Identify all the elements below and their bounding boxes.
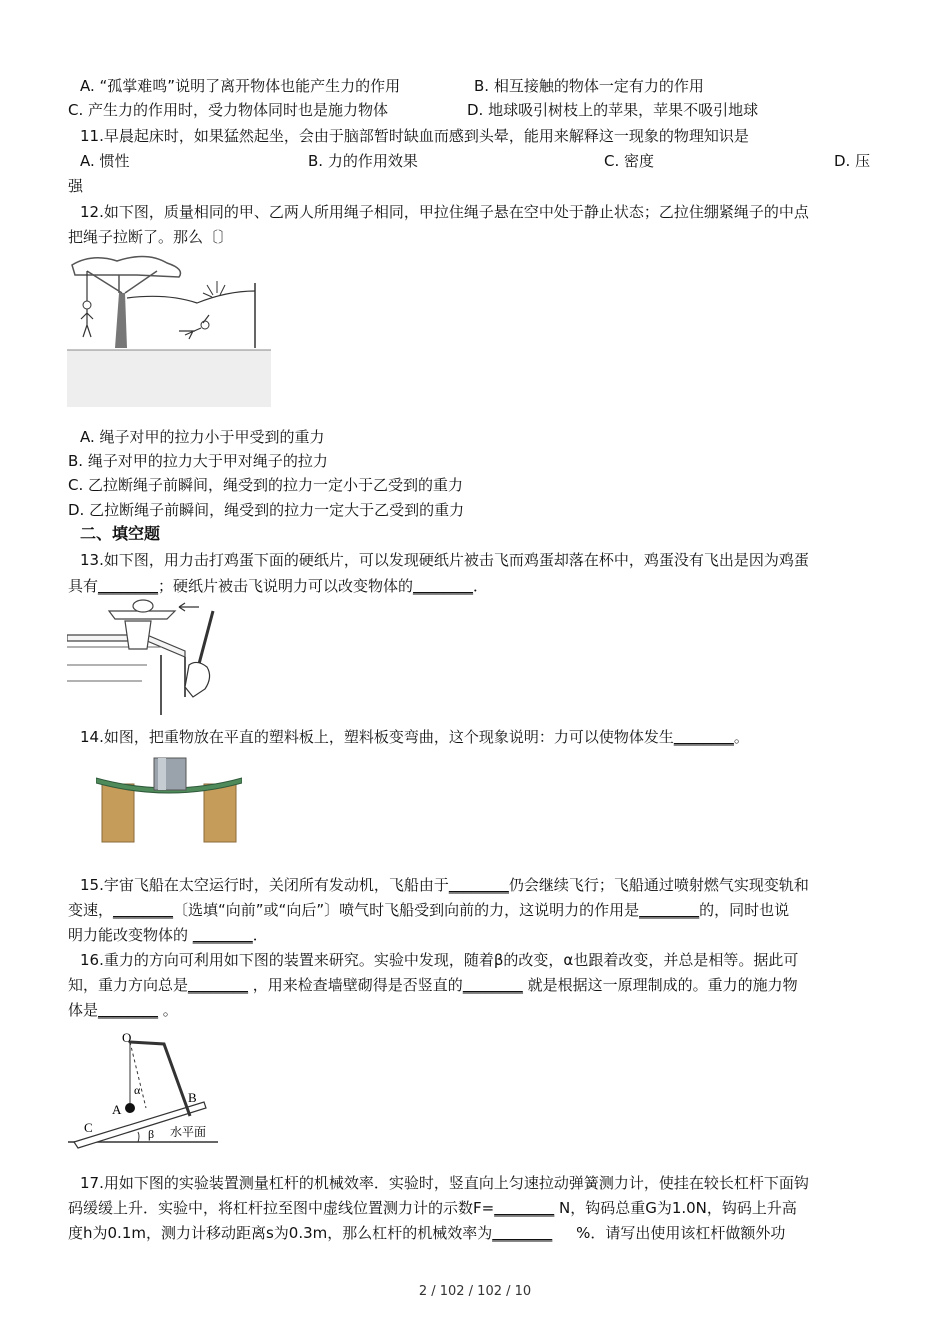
q11-option-d: D. 压 [834,152,871,170]
q16-blank-2[interactable]: ________ [462,976,523,994]
tree-trunk-icon [115,293,127,348]
q14-blank[interactable]: ________ [673,728,734,746]
hand-icon [185,662,210,697]
label-b: B [188,1090,197,1105]
q12-option-c: C. 乙拉断绳子前瞬间，绳受到的拉力一定小于乙受到的重力 [68,476,464,494]
tree-canopy-icon [72,256,181,277]
q11-stem: 11.早晨起床时，如果猛然起坐，会由于脑部暂时缺血而感到头晕，能用来解释这一现象的物理知识是 [80,127,749,145]
q16-blank-1[interactable]: ________ [188,976,249,994]
person-jia-icon [83,301,91,309]
q17-line2: 码缓缓上升．实验中，将杠杆拉至图中虚线位置测力计的示数F=________ N，钩码总重G为1.0N，钩码上升高 [68,1199,797,1217]
cup-icon [125,621,151,649]
q11-option-c: C. 密度 [604,152,655,170]
q12-figure-ground [67,350,271,407]
q16-line3: 体是________ 。 [68,1001,178,1019]
q12-option-d: D. 乙拉断绳子前瞬间，绳受到的拉力一定大于乙受到的重力 [68,501,465,519]
q13-blank-1[interactable]: ________ [98,577,159,595]
q14-line: 14.如图，把重物放在平直的塑料板上，塑料板变弯曲，这个现象说明：力可以使物体发生________。 [80,728,749,746]
q12-option-b: B. 绳子对甲的拉力大于甲对绳子的拉力 [68,452,328,470]
q10-option-a: A. “孤掌难鸣”说明了离开物体也能产生力的作用 [80,77,401,95]
q13-blank-2[interactable]: ________ [413,577,474,595]
person-yi-icon [201,321,209,329]
label-beta: β [148,1127,155,1141]
q11-option-d-cont: 强 [68,177,84,195]
q15-blank-1[interactable]: ________ [448,876,509,894]
q10-option-c: C. 产生力的作用时，受力物体同时也是施力物体 [68,101,389,119]
q13-figure-egg-card [67,597,227,717]
q16-line2: 知，重力方向总是________ ，用来检查墙壁砌得是否竖直的________ 就是根据这一原理制成的。重力的施力物 [68,976,798,994]
page-footer-number: 2 / 102 / 102 / 10 [418,1284,532,1299]
q15-blank-4[interactable]: ________ [192,926,253,944]
egg-icon [133,600,153,612]
q15-line3: 明力能改变物体的 ________． [68,926,268,944]
q15-blank-2[interactable]: ________ [113,901,174,919]
q12-stem-line1: 12.如下图，质量相同的甲、乙两人所用绳子相同，甲拉住绳子悬在空中处于静止状态；乙拉住绷紧绳子的中点 [80,203,809,221]
q15-blank-3[interactable]: ________ [639,901,700,919]
q10-option-b: B. 相互接触的物体一定有力的作用 [474,77,704,95]
q16-figure-gravity-direction [68,1028,218,1150]
label-a: A [112,1102,122,1117]
arrow-left-icon [179,603,199,611]
q12-stem-line2: 把绳子拉断了。那么〔〕 [68,228,234,246]
label-o: O [122,1030,132,1045]
q13-line1: 13.如下图，用力击打鸡蛋下面的硬纸片，可以发现硬纸片被击飞而鸡蛋却落在杯中，鸡蛋没有飞出是因为鸡蛋 [80,551,809,569]
q12-option-a: A. 绳子对甲的拉力小于甲受到的重力 [80,428,325,446]
q16-blank-3[interactable]: ________ [98,1001,159,1019]
q16-line1: 16.重力的方向可利用如下图的装置来研究。实验中发现，随着β的改变，α也跟着改变，并总是相等。据此可 [80,951,799,969]
label-ground: 水平面 [170,1125,207,1139]
q14-figure-plastic-board [96,752,242,844]
q12-figure-rope-tree [67,253,271,407]
q17-line1: 17.用如下图的实验装置测量杠杆的机械效率．实验时，竖直向上匀速拉动弹簧测力计，使挂在较长杠杆下面钩 [80,1174,809,1192]
label-c: C [84,1120,93,1135]
q12-stretched-rope [127,291,255,303]
right-block [204,784,236,842]
q17-blank-2[interactable]: ________ [492,1224,553,1242]
q10-option-d: D. 地球吸引树枝上的苹果，苹果不吸引地球 [467,101,759,119]
table-top [67,635,185,657]
q15-line1: 15.宇宙飞船在太空运行时，关闭所有发动机，飞船由于________仍会继续飞行；飞船通过喷射燃气实现变轨和 [80,876,809,894]
left-block [102,784,134,842]
q17-line3: 度h为0.1m，测力计移动距离s为0.3m，那么杠杆的机械效率为________ %．请写出使用该杠杆做额外功 [68,1224,786,1242]
q11-option-b: B. 力的作用效果 [308,152,418,170]
q13-line2: 具有________；硬纸片被击飞说明力可以改变物体的________． [68,577,489,595]
dashed-normal [130,1042,146,1108]
section-title-fill-blank: 二、填空题 [80,524,161,543]
label-alpha: α [134,1083,141,1097]
q11-option-a: A. 惯性 [80,152,130,170]
plumb-bob-icon [125,1103,135,1113]
q17-blank-1[interactable]: ________ [494,1199,555,1217]
q15-line2: 变速，________〔选填“向前”或“向后”〕喷气时飞船受到向前的力，这说明力的作用是________的，同时也说 [68,901,790,919]
